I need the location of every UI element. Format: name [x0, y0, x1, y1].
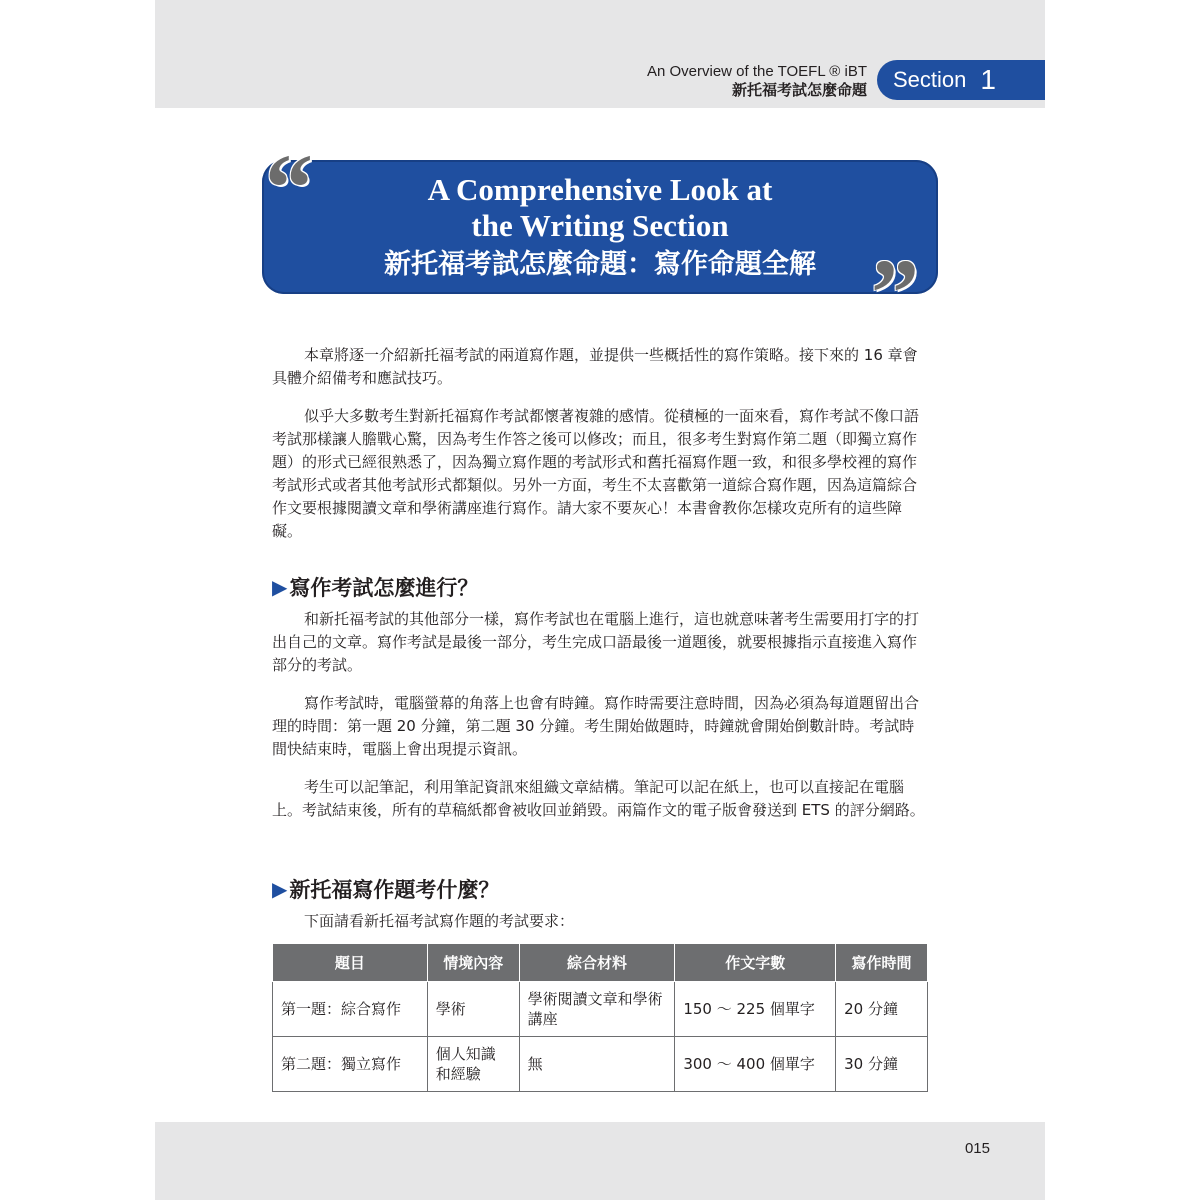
- triangle-bullet-icon: ▶: [272, 575, 288, 599]
- section-number: 1: [980, 64, 996, 95]
- table-cell: 學術閱讀文章和學術講座: [519, 982, 675, 1037]
- table-header-cell: 綜合材料: [519, 944, 675, 982]
- table-header-row: [273, 944, 928, 982]
- banner-title-en-line2: the Writing Section: [471, 208, 729, 243]
- what-intro-paragraph: 下面請看新托福考試寫作題的考試要求：: [304, 912, 575, 930]
- section-heading-how: [272, 572, 478, 602]
- section-how-text: [272, 608, 928, 822]
- book-page: [155, 0, 1045, 1200]
- triangle-bullet-icon: ▶: [272, 877, 288, 901]
- section-what-intro: [272, 910, 928, 933]
- table-cell: 300 ～ 400 個單字: [675, 1037, 836, 1092]
- table-cell: 30 分鐘: [836, 1037, 928, 1092]
- writing-requirements-table: [272, 943, 928, 1092]
- open-quote-icon: “: [265, 134, 313, 241]
- section-heading-how-text: 寫作考試怎麼進行？: [289, 575, 479, 600]
- close-quote-icon: ”: [871, 239, 919, 346]
- table-header-cell: 情境內容: [427, 944, 519, 982]
- table-header-cell: 作文字數: [675, 944, 836, 982]
- table-row: [273, 982, 928, 1037]
- table-row: [273, 1037, 928, 1092]
- section-heading-what: [272, 874, 499, 904]
- banner-title-en: [262, 172, 938, 244]
- table-cell: 學術: [427, 982, 519, 1037]
- section-label: Section: [893, 67, 967, 92]
- how-paragraph-1: 和新托福考試的其他部分一樣，寫作考試也在電腦上進行，這也就意味著考生需要用打字的打出自己的文章。寫作考試是最後一部分，考生完成口語最後一道題後，就要根據指示直接進入寫作部分的考試。: [272, 610, 920, 674]
- intro-paragraph-2: 似乎大多數考生對新托福寫作考試都懷著複雜的感情。從積極的一面來看，寫作考試不像口語考試那樣讓人膽戰心驚，因為考生作答之後可以修改；而且，很多考生對寫作第二題（即獨立寫作題）的形式已經很熟悉了，因為獨立寫作題的考試形式和舊托福寫作題一致，和很多學校裡的寫作考試形式或者其他考試形式都類似。另外一方面，考生不太喜歡第一道綜合寫作題，因為這篇綜合作文要根據閱讀文章和學術講座進行寫作。請大家不要灰心！本書會教你怎樣攻克所有的這些障礙。: [272, 407, 920, 540]
- page-number: 015: [964, 1140, 990, 1157]
- table-cell: 個人知識和經驗: [427, 1037, 519, 1092]
- header-title-zh: 新托福考試怎麼命題: [731, 81, 867, 99]
- running-header: [647, 62, 867, 100]
- header-title-en: An Overview of the TOEFL ® iBT: [646, 63, 867, 80]
- chapter-title-banner: [262, 160, 938, 294]
- how-paragraph-2: 寫作考試時，電腦螢幕的角落上也會有時鐘。寫作時需要注意時間，因為必須為每道題留出合理的時間：第一題 20 分鐘，第二題 30 分鐘。考生開始做題時，時鐘就會開始倒數計時。考試時間快結束時，電腦上會出現提示資訊。: [272, 694, 920, 758]
- how-paragraph-3: 考生可以記筆記，利用筆記資訊來組織文章結構。筆記可以記在紙上，也可以直接記在電腦上。考試結束後，所有的草稿紙都會被收回並銷毀。兩篇作文的電子版會發送到 ETS 的評分網路。: [272, 778, 925, 819]
- table-cell: 無: [519, 1037, 675, 1092]
- section-tab: [877, 60, 1045, 100]
- table-cell: 第一題：綜合寫作: [273, 982, 428, 1037]
- table-header-cell: 題目: [273, 944, 428, 982]
- intro-paragraph-1: 本章將逐一介紹新托福考試的兩道寫作題，並提供一些概括性的寫作策略。接下來的 16 章會具體介紹備考和應試技巧。: [272, 346, 918, 387]
- intro-text: [272, 344, 928, 543]
- table-header-cell: 寫作時間: [836, 944, 928, 982]
- section-heading-what-text: 新托福寫作題考什麼？: [289, 877, 500, 902]
- footer-band: [155, 1122, 1045, 1200]
- table-cell: 20 分鐘: [836, 982, 928, 1037]
- table-cell: 150 ～ 225 個單字: [675, 982, 836, 1037]
- table-cell: 第二題：獨立寫作: [273, 1037, 428, 1092]
- banner-title-zh: 新托福考試怎麼命題：寫作命題全解: [384, 249, 816, 280]
- banner-title-en-line1: A Comprehensive Look at: [427, 172, 773, 207]
